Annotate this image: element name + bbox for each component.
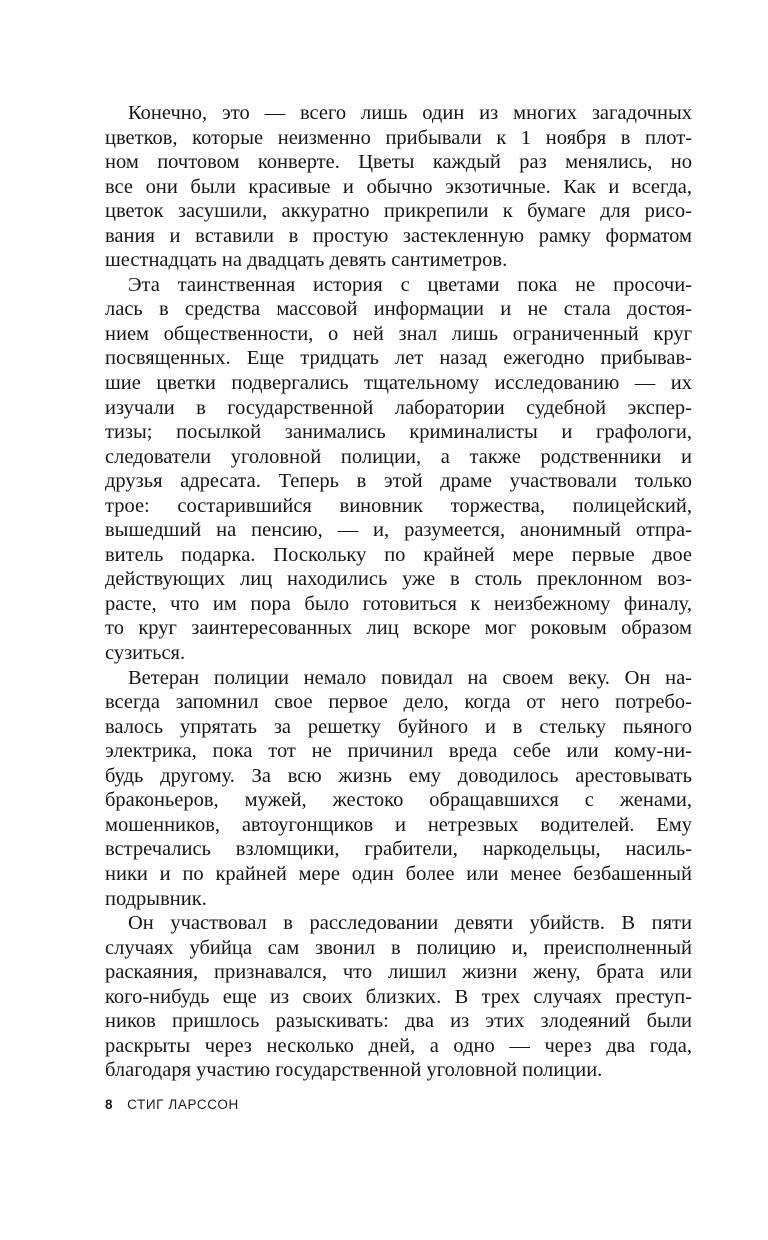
text-line: ников пришлось разыскивать: два из этих злодеяний были <box>105 1010 692 1033</box>
text-line: витель подарка. Поскольку по крайней мере первые двое <box>105 543 692 566</box>
text-line: Эта таинственная история с цветами пока не просочи- <box>128 273 692 296</box>
text-line: мошенников, автоугонщиков и нетрезвых водителей. Ему <box>105 813 692 836</box>
text-line: будь другому. За всю жизнь ему доводилось арестовывать <box>105 764 692 787</box>
text-line: посвященных. Еще тридцать лет назад ежегодно прибывав- <box>105 347 692 370</box>
text-line: ном почтовом конверте. Цветы каждый раз менялись, но <box>105 151 692 174</box>
text-block <box>105 101 692 1083</box>
text-line: действующих лиц находились уже в столь преклонном воз- <box>105 568 692 591</box>
text-line: электрика, пока тот не причинил вреда себе или кому-ни- <box>105 740 692 763</box>
text-line: раскрыты через несколько дней, а одно — через два года, <box>105 1034 692 1057</box>
text-line: встречались взломщики, грабители, наркодельцы, насиль- <box>105 838 692 861</box>
text-line: ники и по крайней мере один более или менее безбашенный <box>105 862 692 885</box>
text-line: то круг заинтересованных лиц вскоре мог роковым образом <box>105 617 692 640</box>
text-line: лась в средства массовой информации и не стала достоя- <box>105 298 692 321</box>
text-line: благодаря участию государственной уголовной полиции. <box>105 1059 603 1082</box>
page-footer <box>105 1097 239 1113</box>
text-line: кого-нибудь еще из своих близких. В трех случаях преступ- <box>105 985 692 1008</box>
text-line: Он участвовал в расследовании девяти убийств. В пяти <box>128 912 692 935</box>
page-number: 8 <box>105 1097 114 1112</box>
text-line: валось упрятать за решетку буйного и в стельку пьяного <box>105 715 692 738</box>
text-line: друзья адресата. Теперь в этой драме участвовали только <box>105 470 692 493</box>
text-line: расте, что им пора было готовиться к неизбежному финалу, <box>105 592 692 615</box>
text-line: браконьеров, мужей, жестоко обращавшихся с женами, <box>105 789 692 812</box>
text-line: Конечно, это — всего лишь один из многих загадочных <box>128 102 692 124</box>
text-line: вышедший на пенсию, — и, разумеется, анонимный отпра- <box>105 519 692 542</box>
text-line: шестнадцать на двадцать девять сантиметров. <box>105 249 508 272</box>
text-line: цветок засушили, аккуратно прикрепили к бумаге для рисо- <box>105 200 692 223</box>
text-line: нием общественности, о ней знал лишь ограниченный круг <box>105 322 692 345</box>
text-line: вания и вставили в простую застекленную рамку форматом <box>105 224 692 247</box>
text-line: все они были красивые и обычно экзотичные. Как и всегда, <box>105 175 692 198</box>
text-line: раскаяния, признавался, что лишил жизни жену, брата или <box>105 961 692 984</box>
text-line: шие цветки подвергались тщательному исследованию — их <box>105 372 692 395</box>
text-line: следователи уголовной полиции, а также родственники и <box>105 445 692 468</box>
text-line: всегда запомнил свое первое дело, когда от него потребо- <box>105 691 692 714</box>
text-line: случаях убийца сам звонил в полицию и, преисполненный <box>105 936 692 959</box>
text-line: подрывник. <box>105 887 207 910</box>
running-title: СТИГ ЛАРССОН <box>127 1097 239 1112</box>
text-line: тизы; посылкой занимались криминалисты и графологи, <box>105 421 692 444</box>
text-line: сузиться. <box>105 642 186 665</box>
text-line: трое: состарившийся виновник торжества, полицейский, <box>105 494 692 517</box>
text-line: изучали в государственной лаборатории судебной экспер- <box>105 396 692 419</box>
text-line: цветков, которые неизменно прибывали к 1 ноября в плот- <box>105 126 692 149</box>
text-line: Ветеран полиции немало повидал на своем веку. Он на- <box>128 666 692 689</box>
